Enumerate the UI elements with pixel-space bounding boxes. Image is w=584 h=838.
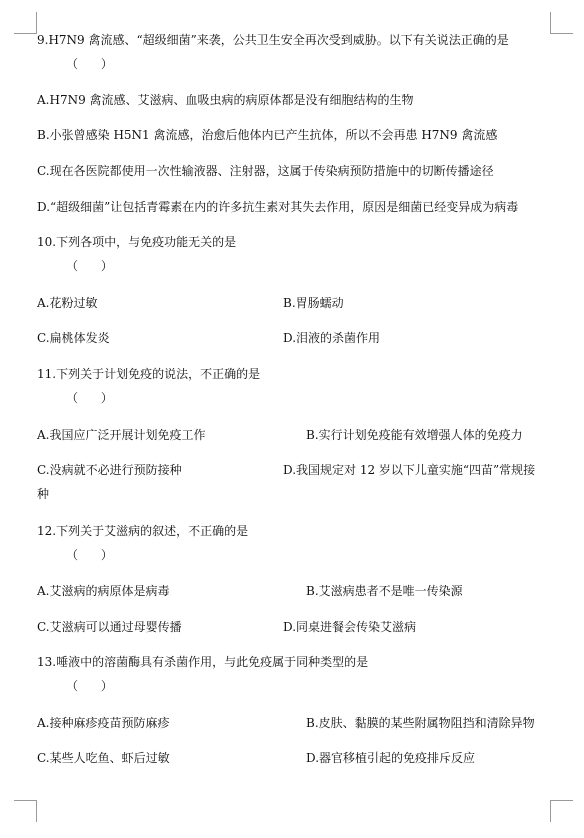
question-9-option-c: C.现在各医院都使用一次性输液器、注射器，这属于传染病预防措施中的切断传播途径: [37, 164, 494, 178]
question-9-stem: 9.H7N9 禽流感、“超级细菌”来袭，公共卫生安全再次受到威胁。以下有关说法正确的是: [37, 33, 509, 47]
question-10-option-c: C.扁桃体发炎: [37, 331, 110, 345]
question-9-answer-blank: （ ）: [66, 57, 113, 71]
question-12-option-d: D.同桌进餐会传染艾滋病: [283, 620, 417, 634]
question-11-option-d: D.我国规定对 12 岁以下儿童实施“四苗”常规接: [283, 463, 536, 477]
question-11-option-d-continuation: 种: [37, 487, 50, 501]
crop-mark-bottom-right-vertical: [550, 800, 551, 822]
question-11-option-b: B.实行计划免疫能有效增强人体的免疫力: [306, 428, 523, 442]
question-10-option-d: D.泪液的杀菌作用: [283, 331, 381, 345]
crop-mark-bottom-left-vertical: [36, 800, 37, 822]
question-12-option-a: A.艾滋病的病原体是病毒: [37, 584, 170, 598]
question-13-option-d: D.器官移植引起的免疫排斥反应: [306, 751, 476, 765]
question-11-answer-blank: （ ）: [66, 391, 113, 405]
question-9-option-a: A.H7N9 禽流感、艾滋病、血吸虫病的病原体都是没有细胞结构的生物: [37, 93, 414, 107]
question-11-option-c: C.没病就不必进行预防接种: [37, 463, 182, 477]
question-13-option-a: A.接种麻疹疫苗预防麻疹: [37, 716, 170, 730]
crop-mark-bottom-left-horizontal: [14, 800, 36, 801]
crop-mark-top-left-horizontal: [14, 33, 36, 34]
question-9-option-d: D.“超级细菌”让包括青霉素在内的许多抗生素对其失去作用，原因是细菌已经变异成为病毒: [37, 200, 519, 214]
crop-mark-top-left-vertical: [36, 12, 37, 34]
question-10-option-b: B.胃肠蠕动: [283, 296, 344, 310]
question-9-option-b: B.小张曾感染 H5N1 禽流感，治愈后他体内已产生抗体，所以不会再患 H7N9 禽流感: [37, 128, 498, 142]
question-12-option-c: C.艾滋病可以通过母婴传播: [37, 620, 182, 634]
question-12-option-b: B.艾滋病患者不是唯一传染源: [306, 584, 463, 598]
question-13-stem: 13.唾液中的溶菌酶具有杀菌作用，与此免疫属于同种类型的是: [37, 655, 369, 669]
question-13-answer-blank: （ ）: [66, 679, 113, 693]
question-12-stem: 12.下列关于艾滋病的叙述，不正确的是: [37, 524, 249, 538]
question-10-answer-blank: （ ）: [66, 259, 113, 273]
question-11-option-a: A.我国应广泛开展计划免疫工作: [37, 428, 206, 442]
question-12-answer-blank: （ ）: [66, 548, 113, 562]
crop-mark-top-right-vertical: [550, 12, 551, 34]
crop-mark-bottom-right-horizontal: [551, 800, 573, 801]
question-13-option-c: C.某些人吃鱼、虾后过敏: [37, 751, 170, 765]
question-10-stem: 10.下列各项中，与免疫功能无关的是: [37, 235, 237, 249]
question-10-option-a: A.花粉过敏: [37, 296, 98, 310]
question-13-option-b: B.皮肤、黏膜的某些附属物阻挡和清除异物: [306, 716, 535, 730]
question-11-stem: 11.下列关于计划免疫的说法，不正确的是: [37, 367, 261, 381]
